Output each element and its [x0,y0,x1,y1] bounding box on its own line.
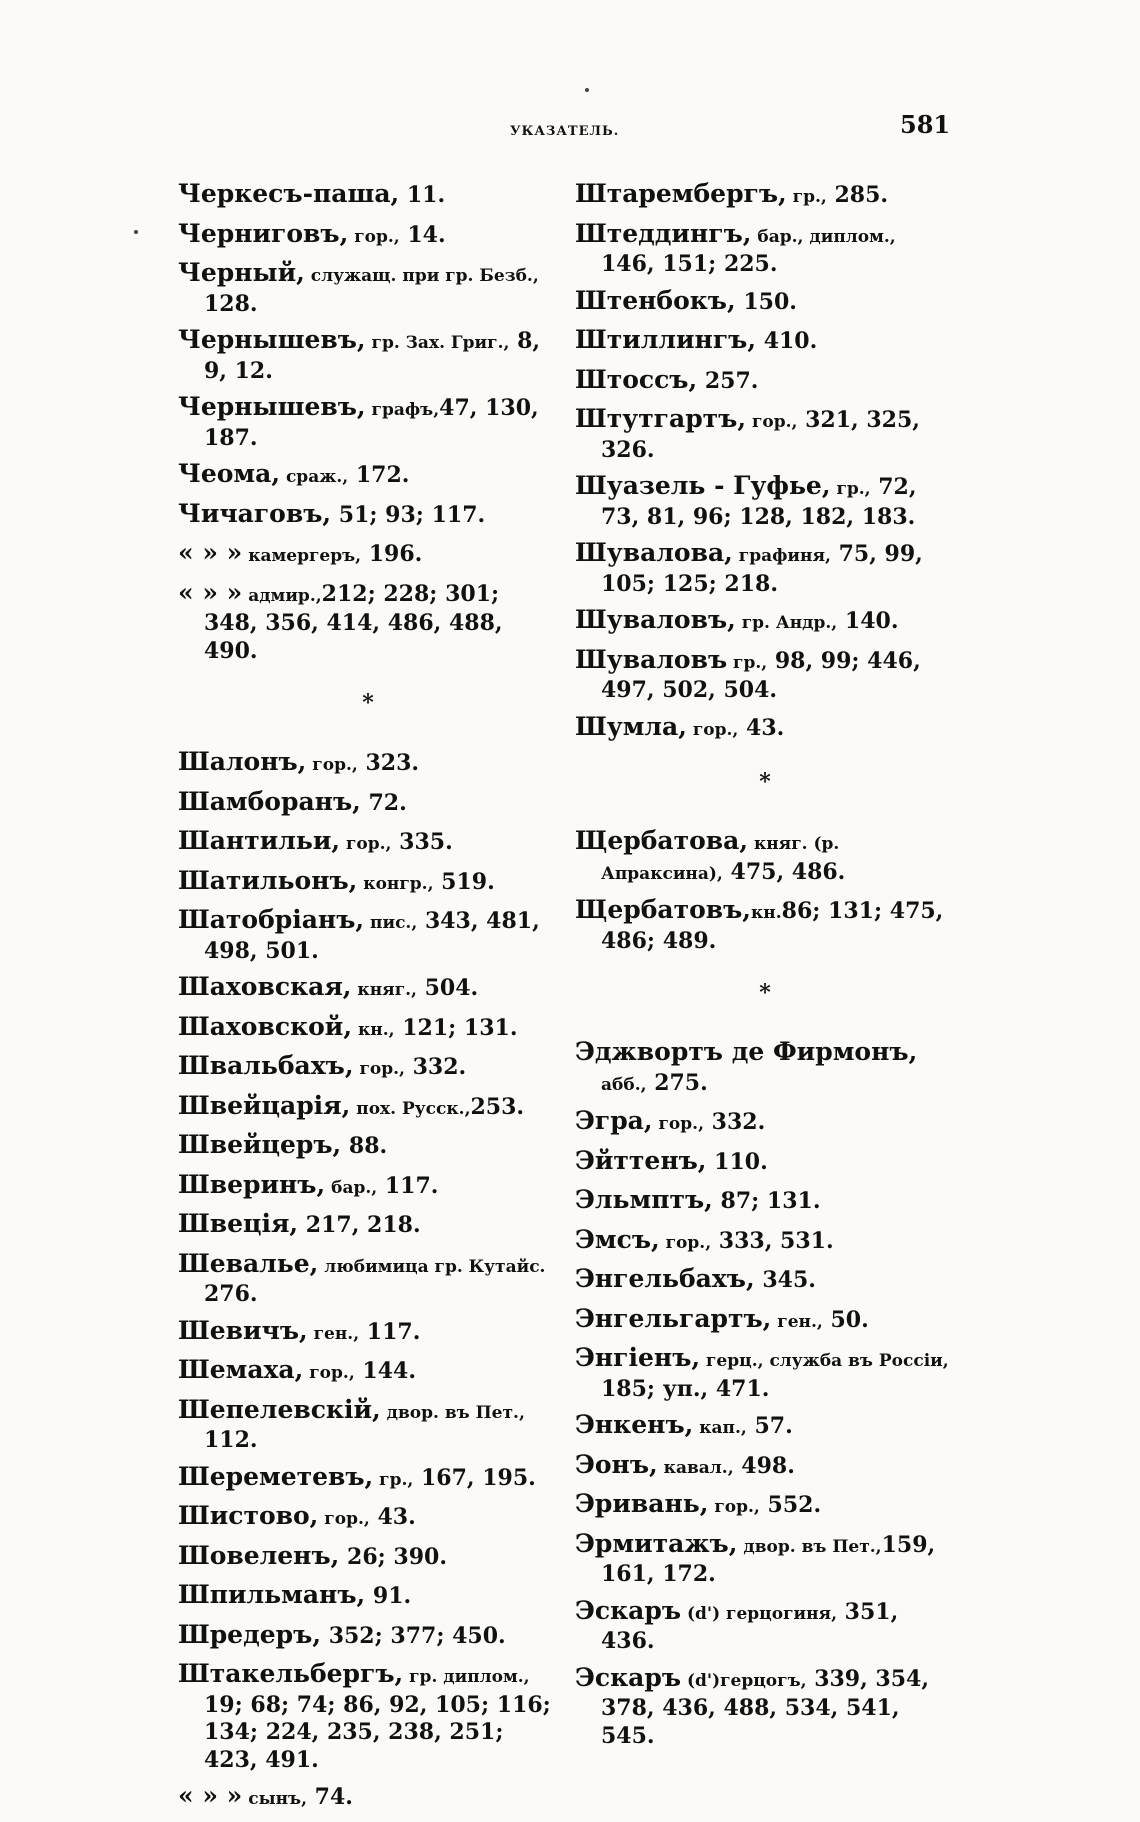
index-column-right [575,180,955,1758]
entry-pages: 144. [354,1358,416,1384]
entry-descriptor: абб., [601,1074,647,1095]
entry-pages: 146, 151; 225. [601,251,778,277]
entry-headword: Швальбахъ, [178,1051,354,1080]
entry-descriptor: кап., [693,1418,747,1438]
index-entry [575,220,955,279]
entry-headword: Эгра, [575,1106,653,1135]
entry-descriptor: конгр., [357,873,434,894]
entry-pages: 172. [348,462,410,488]
entry-pages: 110. [706,1148,768,1175]
entry-pages: 19; 68; 74; 86, 92, 105; 116; 134; 224, 235, 238, 251; 423, 491. [204,1691,551,1773]
entry-pages: 75, 99, 105; 125; 218. [601,541,923,597]
entry-headword: Штоссъ, [575,364,698,394]
entry-pages: 14. [399,221,446,248]
entry-headword: Эйттенъ, [575,1145,707,1175]
index-entry [575,1411,955,1443]
entry-headword: Штутгартъ, [575,404,747,433]
entry-headword: « » » [178,1781,243,1810]
entry-pages: 43. [738,714,785,741]
entry-headword: Шистово, [178,1501,319,1530]
entry-headword: Шатильонъ, [178,865,358,895]
index-entry [178,748,558,780]
entry-pages: 72. [360,789,407,816]
index-entry [178,1052,558,1084]
entry-pages: 475, 486. [722,858,846,885]
entry-headword: Эджвортъ де Фирмонъ, [575,1037,918,1066]
entry-descriptor: гор., [652,1114,704,1134]
entry-pages: 212; 228; 301; 348, 356, 414, 486, 488, 490. [204,580,503,664]
index-entry [575,1490,955,1522]
entry-descriptor: кн., [352,1019,395,1040]
print-speck [585,88,589,92]
index-entry [178,827,558,859]
index-entry [575,1038,955,1099]
index-entry [575,472,955,531]
entry-descriptor: княг., [351,980,417,1000]
entry-descriptor: гор., [708,1497,760,1517]
index-entry [178,788,558,820]
entry-headword: Энкенъ, [575,1410,694,1439]
entry-pages: 519. [433,868,495,895]
index-entry [575,1305,955,1337]
entry-pages: 51; 93; 117. [331,501,486,528]
entry-headword: Штакельбергъ, [178,1659,404,1688]
entry-descriptor: графиня, [732,546,831,566]
entry-headword: Штиллингъ, [575,325,757,354]
entry-descriptor: гр. Андр., [735,613,838,633]
entry-headword: Швейцарія, [178,1090,351,1120]
index-entry [178,1131,558,1163]
entry-gap [575,744,955,752]
entry-pages: 91. [365,1583,412,1609]
entry-headword: « » » [178,577,243,607]
entry-descriptor: герц., служба въ Россіи, [700,1351,949,1371]
entry-pages: 47, 130, 187. [204,395,539,451]
index-entry [178,1250,558,1309]
entry-headword: Шаховская, [178,972,352,1001]
entry-headword: Чернышевъ, [178,392,366,421]
entry-gap [178,665,558,673]
index-entry [575,326,955,358]
index-column-left [178,180,558,1822]
entry-descriptor: гр., [727,652,768,673]
index-entry [575,1451,955,1483]
entry-headword: Шатобріанъ, [178,905,365,934]
entry-descriptor: (d')герцогъ, [681,1670,807,1691]
entry-headword: Эонъ, [575,1449,658,1479]
entry-pages: 50. [822,1306,869,1333]
entry-pages: 196. [361,541,423,567]
entry-headword: Шовеленъ, [178,1540,340,1570]
index-entry [178,1396,558,1455]
index-entry [178,1092,558,1124]
entry-descriptor: гор., [306,755,358,775]
entry-pages: 150. [735,288,797,315]
entry-pages: 86; 131; 475, 486; 489. [601,898,944,954]
index-entry [575,1226,955,1258]
index-entry [178,1782,558,1814]
entry-headword: Энгіенъ, [575,1343,701,1372]
entry-headword: Черкесъ-паша, [178,179,400,208]
entry-descriptor: гр. диплом., [403,1667,530,1687]
entry-descriptor: княг. (р. Апраксина), [601,834,840,884]
entry-pages: 257. [697,367,759,394]
entry-descriptor: сынъ, [242,1789,308,1809]
index-entry [575,287,955,319]
entry-descriptor: гр., [373,1469,414,1490]
entry-descriptor: пис., [364,913,418,933]
entry-pages: 498. [733,1452,795,1479]
entry-headword: Швеція, [178,1209,299,1238]
index-entry [178,1356,558,1388]
entry-descriptor: пох. Русск., [350,1098,471,1119]
entry-pages: 26; 390. [339,1543,448,1570]
entry-headword: Шамборанъ, [178,786,361,816]
entry-descriptor: сраж., [280,467,349,487]
entry-pages: 321, 325, 326. [601,407,920,463]
entry-headword: Шепелевскій, [178,1394,381,1424]
entry-pages: 339, 354, 378, 436, 488, 534, 541, 545. [601,1665,930,1749]
entry-pages: 167, 195. [413,1464,536,1491]
entry-pages: 72, 73, 81, 96; 128, 182, 183. [601,474,917,530]
index-entry [575,1265,955,1297]
entry-pages: 410. [756,328,818,354]
index-entry [178,867,558,899]
entry-headword: Эскаръ [575,1595,682,1625]
entry-headword: Шувалова, [575,538,733,567]
index-entry [575,1107,955,1139]
entry-descriptor: двор. въ Пет., [737,1536,882,1557]
entry-descriptor: ген., [307,1323,360,1344]
entry-headword: Шверинъ, [178,1169,326,1199]
entry-descriptor: кавал., [657,1457,734,1478]
entry-pages: 117. [359,1318,421,1345]
entry-descriptor: ген., [771,1311,823,1332]
index-entry [575,713,955,745]
entry-descriptor: адмир., [242,585,322,606]
entry-descriptor: гор., [348,226,400,247]
entry-descriptor: гор., [686,719,739,740]
entry-headword: Энгельбахъ, [575,1264,755,1293]
entry-headword: Шалонъ, [178,747,307,776]
entry-pages: 112. [204,1427,258,1453]
entry-headword: Штеддингъ, [575,218,752,248]
entry-headword: Эскаръ [575,1662,682,1692]
entry-headword: Шевалье, [178,1248,319,1278]
entry-headword: Штенбокъ, [575,285,736,315]
entry-descriptor: кн. [751,903,782,923]
index-entry [178,220,558,252]
index-entry [575,1664,955,1751]
section-separator: * [759,980,771,1006]
index-entry [575,180,955,212]
entry-pages: 345. [754,1267,816,1293]
index-entry [178,1542,558,1574]
index-entry [178,1502,558,1534]
entry-headword: Чеома, [178,459,281,488]
entry-pages: 11. [399,182,446,208]
index-entry [178,326,558,385]
entry-headword: Швейцеръ, [178,1130,342,1159]
index-entry [178,539,558,571]
index-entry [575,1147,955,1179]
entry-pages: 352; 377; 450. [321,1622,506,1649]
index-entry [178,1171,558,1203]
entry-descriptor: любимица гр. Кутайс. [318,1256,546,1277]
entry-headword: Эльмптъ, [575,1185,713,1214]
entry-pages: 285. [826,182,889,208]
entry-pages: 74. [307,1784,353,1810]
index-entry [178,393,558,452]
index-entry [575,646,955,705]
index-entry [575,1344,955,1403]
index-entry [575,896,955,955]
entry-pages: 98, 99; 446, 497, 502, 504. [601,647,921,703]
entry-descriptor: (d') герцогиня, [681,1603,838,1624]
index-entry [178,1660,558,1774]
entry-descriptor: служащ. при гр. Безб., [304,266,539,286]
entry-pages: 332. [704,1109,766,1135]
entry-pages: 276. [204,1281,258,1307]
section-separator: * [362,690,374,716]
index-entry [178,259,558,318]
index-entry [575,1530,955,1589]
entry-gap [575,1750,955,1758]
section-separator: * [759,769,771,795]
index-entry [575,539,955,598]
index-entry [575,405,955,464]
entry-pages: 552. [759,1492,822,1518]
entry-descriptor: графъ, [365,400,440,420]
entry-headword: Шереметевъ, [178,1461,374,1491]
entry-descriptor: гор., [353,1059,405,1079]
entry-pages: 323. [357,750,420,776]
index-entry [178,1581,558,1613]
entry-headword: Шредеръ, [178,1619,322,1649]
entry-headword: Чичаговъ, [178,498,332,528]
entry-descriptor: бар., [325,1177,378,1198]
index-entry [178,1317,558,1349]
entry-headword: Шпильманъ, [178,1580,366,1609]
entry-pages: 43. [369,1504,416,1530]
entry-gap [575,955,955,963]
entry-headword: Черный, [178,258,305,287]
entry-headword: Эривань, [575,1489,709,1518]
index-entry [178,460,558,492]
entry-descriptor: гор., [659,1232,712,1253]
entry-descriptor: гр., [786,187,827,207]
entry-descriptor: двор. въ Пет., [380,1402,525,1423]
entry-headword: Шевичъ, [178,1315,308,1345]
index-entry [575,366,955,398]
index-entry [575,1186,955,1218]
entry-headword: Шемаха, [178,1355,304,1384]
entry-pages: 504. [416,975,479,1001]
entry-headword: Шумла, [575,711,687,741]
entry-headword: Эрмитажъ, [575,1528,738,1558]
entry-headword: Шуваловъ [575,644,728,674]
index-entry [575,827,955,888]
entry-pages: 159, 161, 172. [601,1531,936,1587]
index-entry [178,1013,558,1045]
index-entry [575,1597,955,1656]
running-header: УКАЗАТЕЛЬ. [510,124,620,139]
entry-pages: 335. [391,829,453,855]
entry-descriptor: гор., [318,1509,370,1529]
entry-headword: Шуазель - Гуфье, [575,471,831,500]
entry-headword: Шаховской, [178,1011,353,1041]
entry-headword: Штарембергъ, [575,179,787,208]
index-entry [178,906,558,965]
entry-pages: 8, 9, 12. [204,328,541,384]
index-entry [178,1621,558,1653]
entry-descriptor: гор., [746,412,798,432]
entry-pages: 117. [377,1172,439,1199]
entry-headword: Чернышевъ, [178,325,366,354]
entry-headword: Энгельгартъ, [575,1303,772,1333]
entry-pages: 88. [341,1133,388,1159]
entry-headword: Шуваловъ, [575,605,736,634]
entry-pages: 275. [646,1069,708,1096]
index-entry [178,500,558,532]
index-entry [178,973,558,1005]
entry-pages: 253. [470,1093,525,1120]
entry-pages: 87; 131. [712,1188,821,1214]
entry-descriptor: камергеръ, [242,546,362,566]
entry-pages: 128. [204,290,258,317]
entry-headword: Щербатовъ, [575,895,752,924]
entry-pages: 343, 481, 498, 501. [204,908,540,964]
entry-headword: Шантильи, [178,826,341,855]
entry-pages: 217, 218. [298,1212,421,1238]
entry-pages: 121; 131. [394,1014,518,1041]
entry-gap [178,1814,558,1822]
entry-pages: 57. [746,1413,793,1439]
entry-headword: « » » [178,538,243,567]
entry-descriptor: гр. Зах. Григ., [365,333,510,353]
entry-pages: 140. [837,608,899,634]
entry-descriptor: гор., [303,1363,355,1383]
entry-pages: 185; уп., 471. [601,1375,770,1402]
entry-headword: Черниговъ, [178,218,349,248]
entry-pages: 333, 531. [711,1227,834,1254]
entry-descriptor: гр., [830,479,871,499]
index-entry [178,579,558,666]
entry-pages: 351, 436. [601,1598,899,1654]
entry-descriptor: гор., [340,834,392,854]
index-entry [575,606,955,638]
print-speck [134,230,138,234]
page-number: 581 [900,110,951,139]
entry-headword: Эмсъ, [575,1224,660,1254]
index-entry [178,1210,558,1242]
index-entry [178,180,558,212]
index-entry [178,1463,558,1495]
entry-pages: 332. [404,1054,467,1080]
entry-headword: Щербатова, [575,826,749,855]
entry-descriptor: бар., диплом., [751,226,896,247]
